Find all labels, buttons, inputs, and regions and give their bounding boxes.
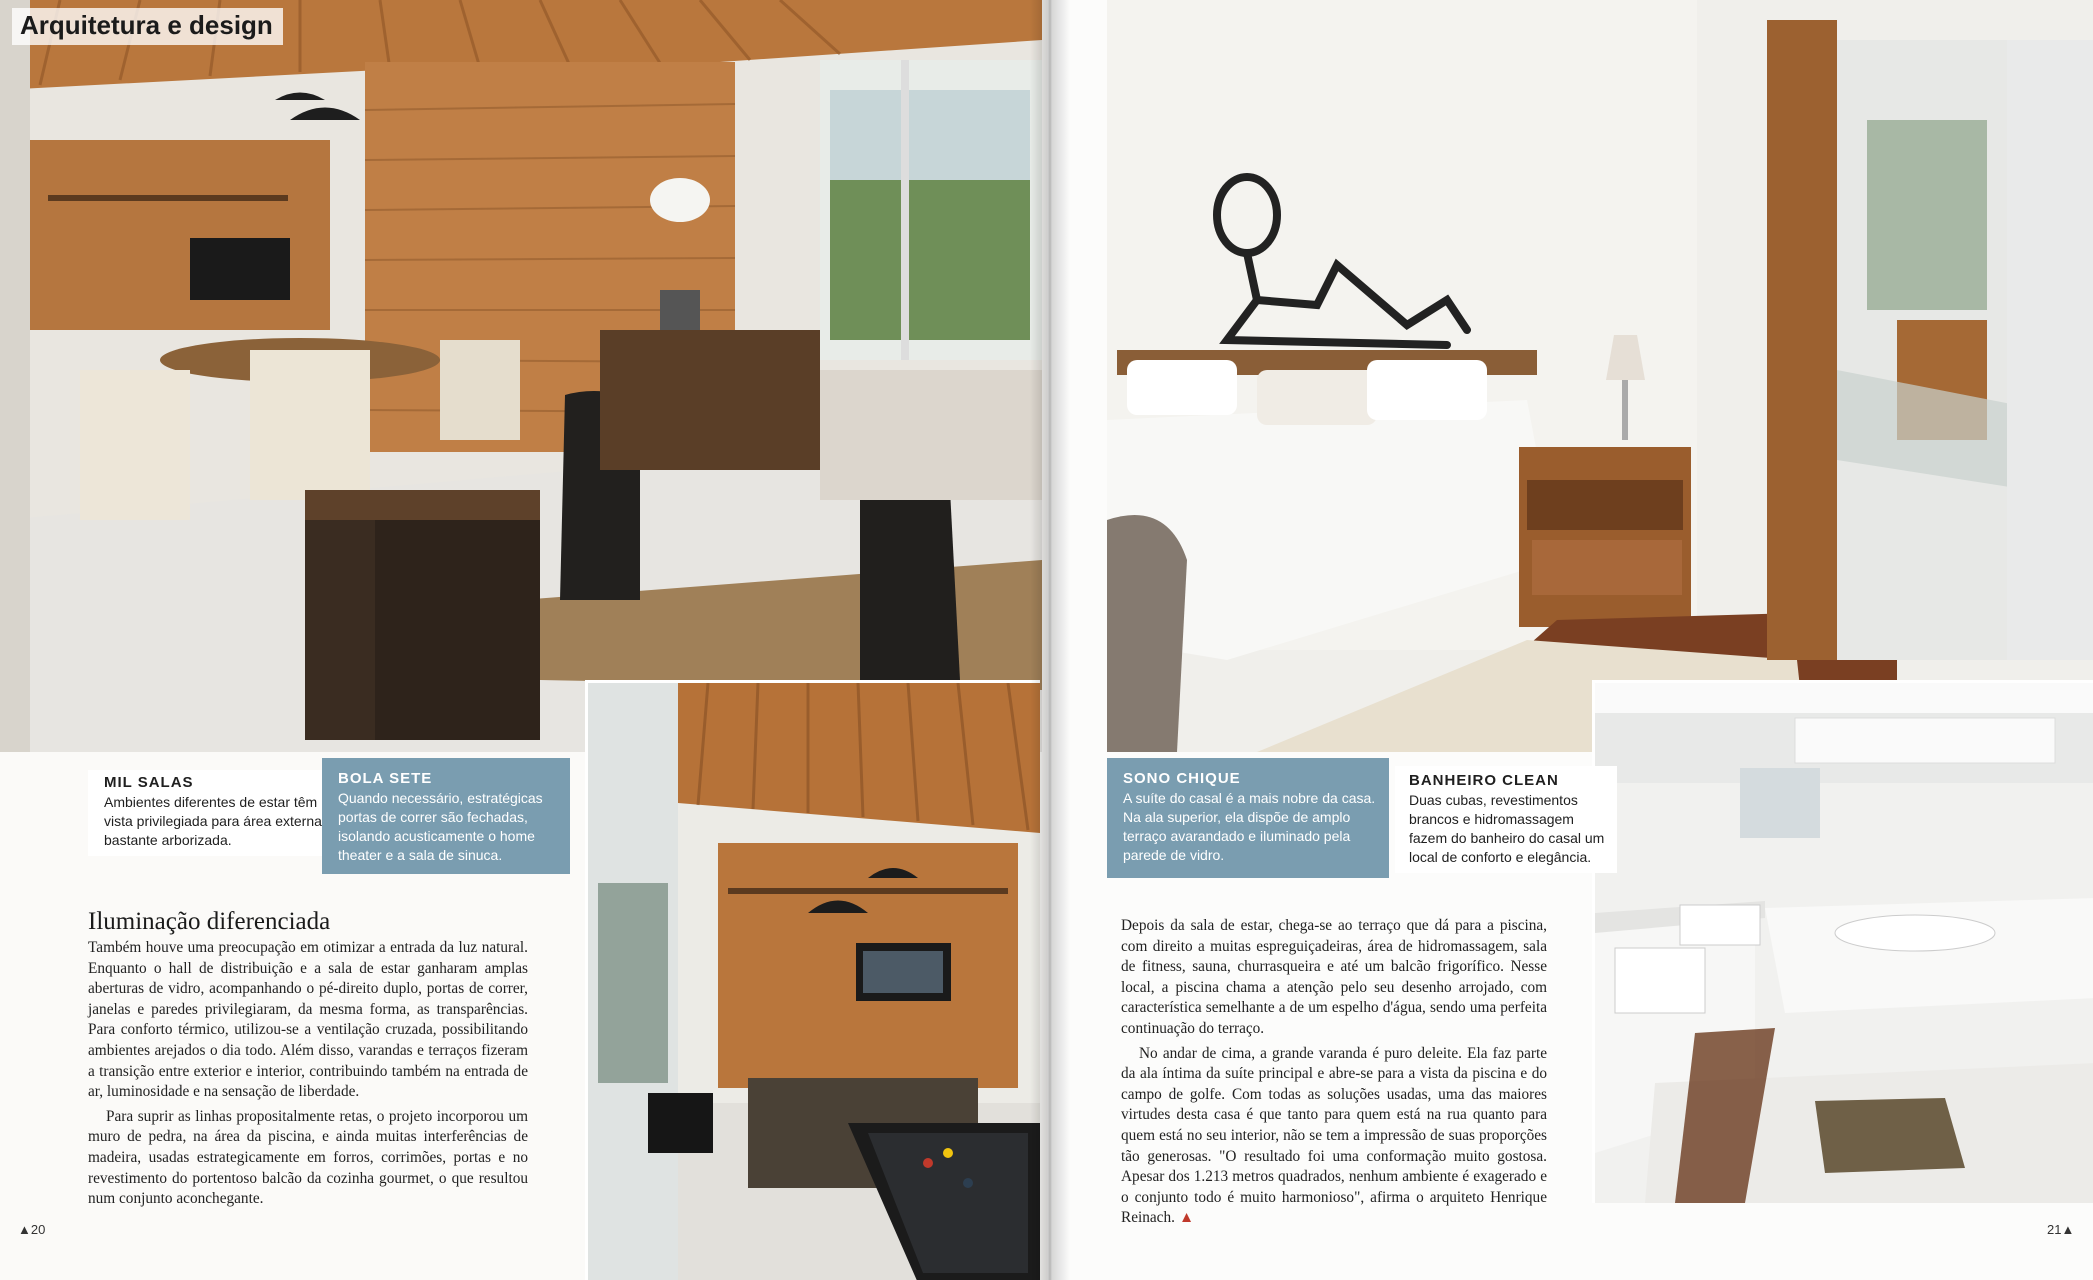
game-room-photo <box>585 680 1040 1280</box>
caption-text: Quando necessário, estratégicas portas de correr são fechadas, isolando acusticamente o home theater e a sala de sinuca. <box>338 790 543 863</box>
living-room-photo <box>0 0 1042 752</box>
body-paragraph: Para suprir as linhas propositalmente retas, o projeto incorporou um muro de pedra, na área da piscina, e ainda muitas interferências de madeira, usadas estrategicamente em forros, corrimões, portas e no revestimento do portentoso balcão da cozinha gourmet, o que resultou num conjunto aconchegante. <box>88 1107 528 1208</box>
body-paragraph: Depois da sala de estar, chega-se ao terraço que dá para a piscina, com direito a muitas espreguiçadeiras, área de hidromassagem, sala de fitness, sauna, churrasqueira e até um balcão frigorífico. Nesse local, a piscina chama a atenção pelo seu desenho arrojado, com característica semelhante a de um espelho d'água, sendo uma perfeita continuação do terraço. <box>1121 917 1547 1037</box>
body-paragraph <box>1121 1044 1547 1229</box>
caption-text: Ambientes diferentes de estar têm vista privilegiada para área externa bastante arborizada. <box>104 794 322 848</box>
left-body-column <box>88 938 528 1210</box>
caption-title: SONO CHIQUE <box>1123 770 1241 787</box>
end-mark-icon: ▲ <box>1178 1209 1195 1227</box>
right-body-column <box>1121 916 1547 1229</box>
bathroom-photo <box>1592 680 2093 1203</box>
bedroom-photo <box>1107 0 2093 752</box>
body-paragraph: Também houve uma preocupação em otimizar a entrada da luz natural. Enquanto o hall de distribuição e a sala de estar ganharam amplas aberturas de vidro, acompanhando o pé-direito duplo, portas de correr, janelas e paredes privilegiaram, da mesma forma, as transparências. Para conforto térmico, utilizou-se a ventilação cruzada, possibilitando ambientes arejados o dia todo. Além disso, varandas e terraços fizeram a transição entre exterior e interior, contribuindo também na entrada de ar, luminosidade e na sensação de liberdade. <box>88 939 528 1101</box>
right-page <box>1047 0 2093 1280</box>
caption-text: A suíte do casal é a mais nobre da casa. Na ala superior, ela dispõe de amplo terraço avarandado e iluminado pela parede de vidro. <box>1123 790 1376 863</box>
body-paragraph-text: No andar de cima, a grande varanda é puro deleite. Ela faz parte da ala íntima da suíte principal e abre-se para a vista da piscina e do campo de golfe. Com todas as soluções usadas, uma das maiores virtudes desta casa é que tanto para quem está na rua quanto para quem está no seu interior, não se tem a impressão de suas proporções tão generosas. "O resultado foi uma conformação muito gostosa. Apesar dos 1.213 metros quadrados, nenhum ambiente é exagerado e o conjunto todo é muito harmonioso", afirma o arquiteto Henrique Reinach. <box>1121 1044 1547 1227</box>
page-number-right: 21▲ <box>2047 1222 2075 1237</box>
caption-banheiro-clean <box>1395 766 1617 873</box>
article-headline: Iluminação diferenciada <box>88 908 331 935</box>
caption-title: BANHEIRO CLEAN <box>1409 772 1559 789</box>
caption-sono-chique <box>1107 758 1389 878</box>
caption-mil-salas <box>88 770 332 856</box>
caption-text: Duas cubas, revestimentos brancos e hidromassagem fazem do banheiro do casal um local de conforto e elegância. <box>1409 792 1605 865</box>
caption-bola-sete <box>322 758 570 874</box>
caption-title: BOLA SETE <box>338 770 433 787</box>
page-number-left: ▲20 <box>18 1222 46 1237</box>
caption-title: MIL SALAS <box>104 774 194 791</box>
section-label: Arquitetura e design <box>12 8 283 45</box>
